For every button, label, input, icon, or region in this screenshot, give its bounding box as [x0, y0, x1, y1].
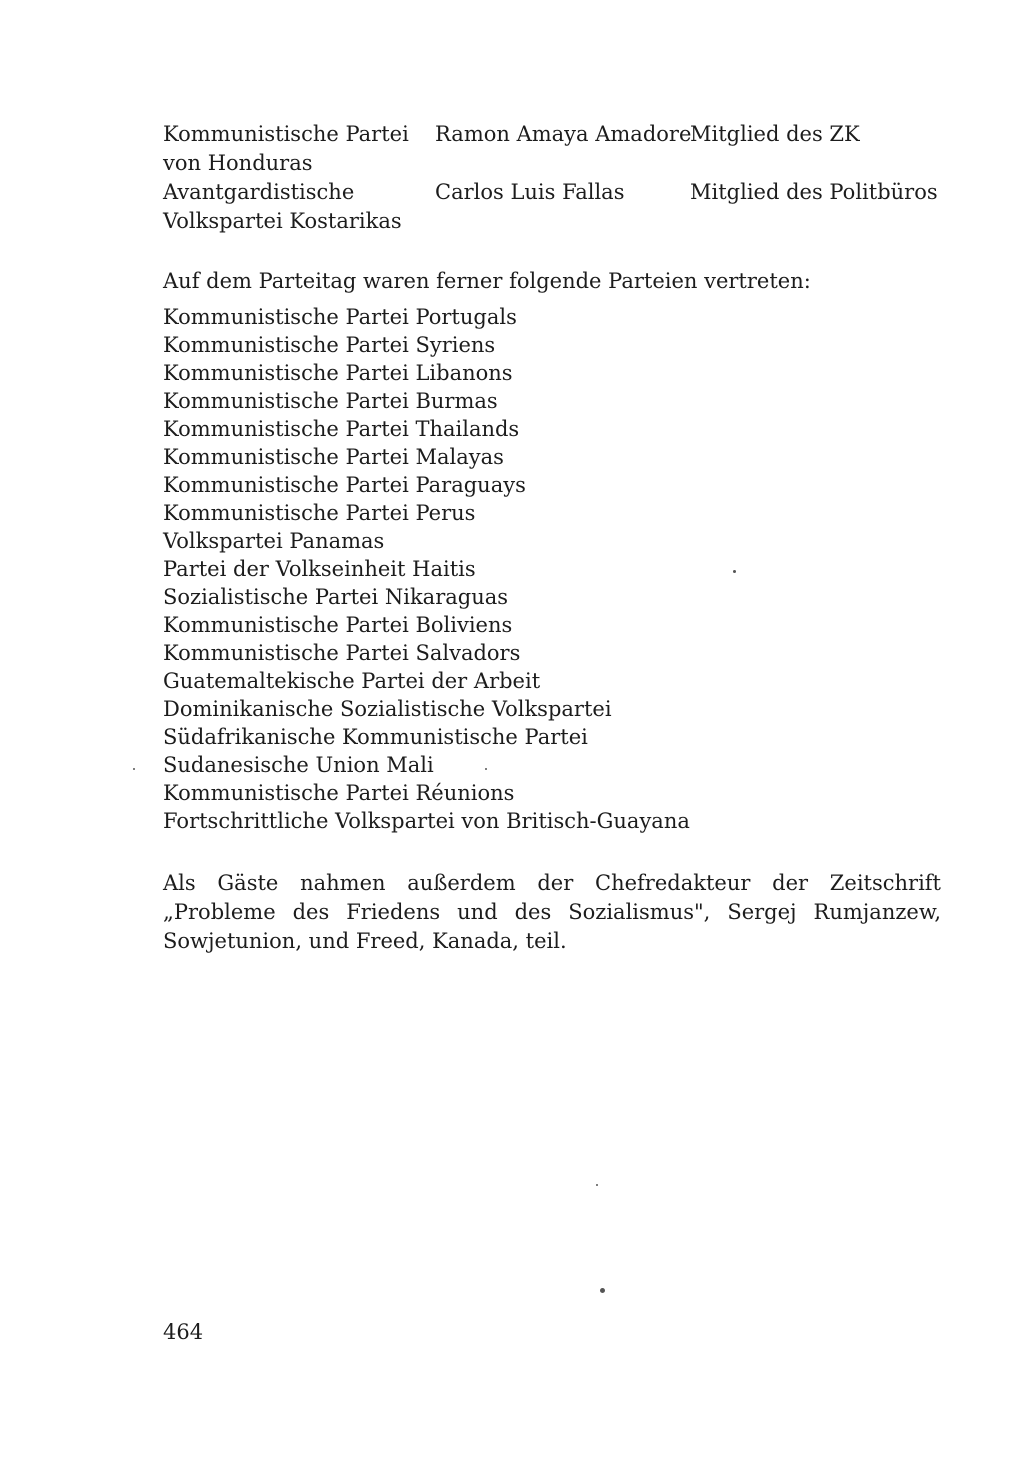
- delegate-row: [163, 178, 943, 236]
- scan-speck: [596, 1184, 598, 1186]
- list-item: Kommunistische Partei Burmas: [163, 389, 498, 413]
- list-item: Fortschrittliche Volkspartei von Britisch-Guayana: [163, 809, 690, 833]
- scan-speck: [133, 768, 135, 770]
- delegate-role: Mitglied des Politbüros: [690, 180, 938, 204]
- list-item: Kommunistische Partei Réunions: [163, 781, 515, 805]
- list-item: Südafrikanische Kommunistische Partei: [163, 725, 588, 749]
- list-item: Kommunistische Partei Syriens: [163, 333, 496, 357]
- list-item: Kommunistische Partei Libanons: [163, 361, 513, 385]
- intro-paragraph: Auf dem Parteitag waren ferner folgende Parteien vertreten:: [163, 269, 811, 293]
- page-number: 464: [163, 1320, 204, 1344]
- list-item: Kommunistische Partei Thailands: [163, 417, 520, 441]
- delegate-party: [163, 178, 423, 236]
- delegate-party-line: Avantgardistische: [163, 180, 355, 204]
- list-item: Kommunistische Partei Salvadors: [163, 641, 521, 665]
- delegate-row: [163, 120, 943, 178]
- delegate-table: [163, 120, 943, 236]
- scan-speck: [485, 768, 487, 770]
- list-item: Kommunistische Partei Paraguays: [163, 473, 526, 497]
- list-item: Volkspartei Panamas: [163, 529, 385, 553]
- scan-speck: [733, 570, 736, 573]
- list-item: Dominikanische Sozialistische Volkspartei: [163, 697, 612, 721]
- list-item: Sozialistische Partei Nikaraguas: [163, 585, 509, 609]
- delegate-party-line: Kommunistische Partei: [163, 122, 409, 146]
- scan-speck: [600, 1288, 605, 1293]
- party-list: [163, 303, 690, 835]
- delegate-name: Carlos Luis Fallas: [435, 180, 625, 204]
- delegate-role: Mitglied des ZK: [690, 122, 860, 146]
- list-item: Kommunistische Partei Portugals: [163, 305, 517, 329]
- list-item: Kommunistische Partei Boliviens: [163, 613, 513, 637]
- delegate-party-line: von Honduras: [163, 151, 313, 175]
- list-item: Kommunistische Partei Malayas: [163, 445, 504, 469]
- list-item: Guatemaltekische Partei der Arbeit: [163, 669, 541, 693]
- list-item: Partei der Volkseinheit Haitis: [163, 557, 476, 581]
- guests-paragraph: Als Gäste nahmen außerdem der Chefredakteur der Zeitschrift „Probleme des Friedens und des Sozialismus", Sergej Rumjanzew, Sowjetunion, und Freed, Kanada, teil.: [163, 871, 941, 953]
- list-item: Kommunistische Partei Perus: [163, 501, 476, 525]
- delegate-party-line: Volkspartei Kostarikas: [163, 209, 402, 233]
- list-item: Sudanesische Union Mali: [163, 753, 434, 777]
- delegate-name: Ramon Amaya Amadore: [435, 122, 692, 146]
- delegate-party: [163, 120, 423, 178]
